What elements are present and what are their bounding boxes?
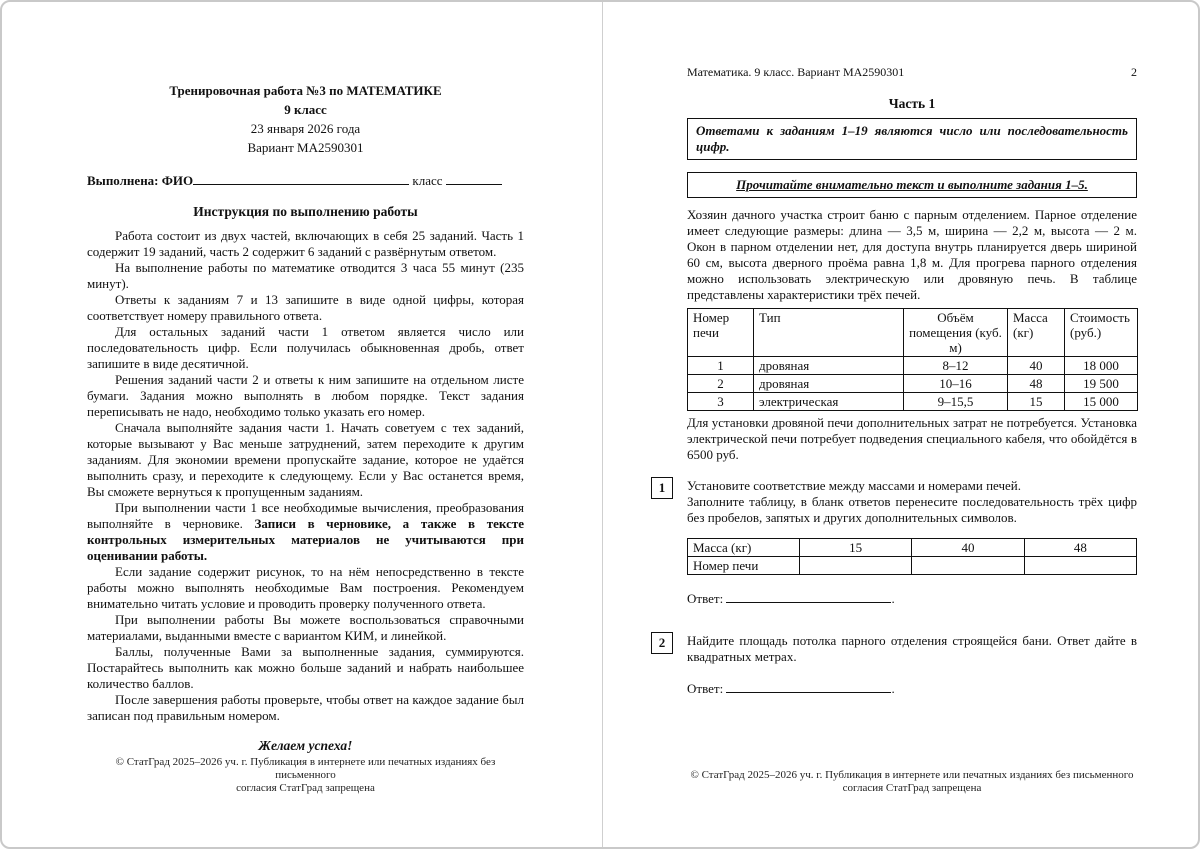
paragraph-text: При выполнении работы Вы можете воспользоваться справочными материалами, выданными вместе с вариантом КИМ, и линейкой. (87, 612, 524, 643)
cell: 40 (912, 539, 1024, 557)
column-header: Тип (754, 309, 904, 357)
task-1-answer-table (687, 538, 1137, 575)
name-blank (193, 172, 409, 185)
cell: 15 (800, 539, 912, 557)
paragraph-text: Ответы к заданиям 7 и 13 запишите в виде одной цифры, которая соответствует номеру правильного ответа. (87, 292, 524, 323)
page-header (687, 64, 1137, 80)
task-1-answer-line (687, 590, 1137, 607)
part-title: Часть 1 (888, 96, 936, 111)
task-2-answer-line (687, 680, 1137, 697)
instructions-heading: Инструкция по выполнению работы (193, 204, 418, 219)
paragraph-text: Для остальных заданий части 1 ответом является число или последовательность цифр. Если получилась обыкновенная дробь, ответ запишите в виде десятичной. (87, 324, 524, 371)
column-header: Масса (кг) (1008, 309, 1065, 357)
answer-label: Ответ: (687, 681, 724, 696)
name-label: Выполнена: ФИО (87, 173, 194, 188)
page-left (87, 2, 524, 847)
cell: 15 000 (1065, 393, 1138, 411)
instruction-paragraph (87, 644, 524, 692)
cell: дровяная (754, 375, 904, 393)
table-row (688, 375, 1138, 393)
footer-line: © СтатГрад 2025–2026 уч. г. Публикация в интернете или печатных изданиях без письменного (115, 756, 496, 781)
table-row (688, 357, 1138, 375)
instruction-paragraph (87, 692, 524, 724)
task-1-line1: Установите соответствие между массами и номерами печей. (687, 478, 1021, 493)
paragraph-text: Решения заданий части 2 и ответы к ним запишите на отдельном листе бумаги. Задания можно выполнять в любом порядке. Текст задания переписывать не надо, необходимо только указать его номер. (87, 372, 524, 419)
problem-intro (687, 207, 1137, 303)
instruction-paragraph (87, 292, 524, 324)
footer-line: согласия СтатГрад запрещена (236, 782, 375, 794)
read-text-box (687, 172, 1137, 198)
table-row (688, 393, 1138, 411)
empty-answer-cell (912, 557, 1024, 575)
instruction-paragraph (87, 372, 524, 420)
answer-table-row (688, 557, 1137, 575)
task-1 (658, 478, 1137, 607)
after-table-note (687, 415, 1137, 463)
title-block (87, 82, 524, 156)
running-title: Математика. 9 класс. Вариант МА2590301 (687, 65, 905, 79)
cell: 40 (1008, 357, 1065, 375)
class-label: класс (412, 173, 443, 188)
paragraph-text: Сначала выполняйте задания части 1. Начать советуем с тех заданий, которые вызывают у Вас меньше затруднений, затем переходите к другим заданиям. Для экономии времени пропускайте задание, которое не удаётся выполнить сразу, и переходите к следующему. Если у Вас останется время, Вы сможете вернуться к пропущенным заданиям. (87, 420, 524, 499)
paragraph-text: При выполнении части 1 все необходимые вычисления, преобразования выполняйте в черновике. (87, 500, 524, 531)
cell: 18 000 (1065, 357, 1138, 375)
cell: 9–15,5 (904, 393, 1008, 411)
name-line (87, 172, 524, 189)
cell: 10–16 (904, 375, 1008, 393)
cell: дровяная (754, 357, 904, 375)
instruction-paragraph (87, 324, 524, 372)
instruction-paragraph (87, 564, 524, 612)
answers-rule-box (687, 118, 1137, 160)
cell: 8–12 (904, 357, 1008, 375)
cell: 2 (688, 375, 754, 393)
footer-line: согласия СтатГрад запрещена (842, 782, 982, 794)
column-header: Объём помещения (куб. м) (904, 309, 1008, 357)
paragraph-bold-text: Записи в черновике, а также в тексте контрольных измерительных материалов не учитываются при оценивании работы. (87, 516, 524, 563)
page-divider (602, 2, 603, 847)
page-number: 2 (1131, 65, 1137, 79)
answer-period: . (891, 591, 895, 606)
instruction-paragraph (87, 260, 524, 292)
task-1-number-box: 1 (651, 477, 673, 499)
paragraph-text: Работа состоит из двух частей, включающих в себя 25 заданий. Часть 1 содержит 19 заданий, часть 2 содержит 6 заданий с развёрнутым ответом. (87, 228, 524, 259)
footer-left (87, 756, 524, 795)
column-header: Стоимость (руб.) (1065, 309, 1138, 357)
column-header: Номер печи (688, 309, 754, 357)
paragraph-text: Если задание содержит рисунок, то на нём непосредственно в тексте работы можно выполнять необходимые Вам построения. Рекомендуем внимательно читать условие и проводить проверку полученного ответа. (87, 564, 524, 611)
answer-period: . (891, 681, 895, 696)
task-2 (658, 633, 1137, 697)
intro-text: Хозяин дачного участка строит баню с парным отделением. Парное отделение имеет следующие размеры: длина — 3,5 м, ширина — 2,2 м, высота — 2 м. Окон в парном отделении нет, для доступа внутрь планируется дверь шириной 60 см, высота дверного проёма равна 1,8 м. Для прогрева парного отделения можно использовать электрическую или дровяную печь. В таблице представлены характеристики трёх печей. (687, 207, 1137, 302)
page-right (658, 2, 1137, 847)
instruction-paragraph (87, 612, 524, 644)
stove-table (687, 308, 1138, 411)
variant-code: Вариант МА2590301 (247, 140, 364, 155)
rule-text: Ответами к заданиям 1–19 являются число или последовательность цифр. (696, 123, 1128, 154)
cell: 3 (688, 393, 754, 411)
instruction-paragraph (87, 500, 524, 564)
row-label: Масса (кг) (688, 539, 800, 557)
stove-table-header-row (688, 309, 1138, 357)
cell: 48 (1024, 539, 1136, 557)
task-2-text: Найдите площадь потолка парного отделения строящейся бани. Ответ дайте в квадратных метрах. (687, 633, 1137, 664)
task-1-line2: Заполните таблицу, в бланк ответов перенесите последовательность трёх цифр без пробелов, запятых и других дополнительных символов. (687, 494, 1137, 525)
grade-title: 9 класс (284, 102, 327, 117)
cell: 15 (1008, 393, 1065, 411)
work-date: 23 января 2026 года (250, 121, 361, 136)
row-label: Номер печи (688, 557, 800, 575)
cell: 1 (688, 357, 754, 375)
class-blank (446, 172, 502, 185)
work-title: Тренировочная работа №3 по МАТЕМАТИКЕ (169, 83, 442, 98)
footer-line: © СтатГрад 2025–2026 уч. г. Публикация в интернете или печатных изданиях без письменного (690, 769, 1134, 781)
read-text: Прочитайте внимательно текст и выполните задания 1–5. (736, 177, 1088, 192)
instruction-paragraph (87, 420, 524, 500)
footer-right (687, 769, 1137, 795)
paragraph-text: На выполнение работы по математике отводится 3 часа 55 минут (235 минут). (87, 260, 524, 291)
paragraph-text: После завершения работы проверьте, чтобы ответ на каждое задание был записан под правильным номером. (87, 692, 524, 723)
task-2-number-box: 2 (651, 632, 673, 654)
answer-blank (726, 680, 891, 693)
instruction-paragraph (87, 228, 524, 260)
answer-blank (726, 590, 891, 603)
cell: 19 500 (1065, 375, 1138, 393)
good-luck-wish: Желаем успеха! (258, 738, 353, 753)
cell: электрическая (754, 393, 904, 411)
paragraph-text: Баллы, полученные Вами за выполненные задания, суммируются. Постарайтесь выполнить как можно больше заданий и набрать наибольшее количество баллов. (87, 644, 524, 691)
note-text: Для установки дровяной печи дополнительных затрат не потребуется. Установка электрической печи потребует подведения специального кабеля, что обойдётся в 6500 руб. (687, 415, 1137, 462)
answer-label: Ответ: (687, 591, 724, 606)
cell: 48 (1008, 375, 1065, 393)
empty-answer-cell (800, 557, 912, 575)
answer-table-row (688, 539, 1137, 557)
empty-answer-cell (1024, 557, 1136, 575)
